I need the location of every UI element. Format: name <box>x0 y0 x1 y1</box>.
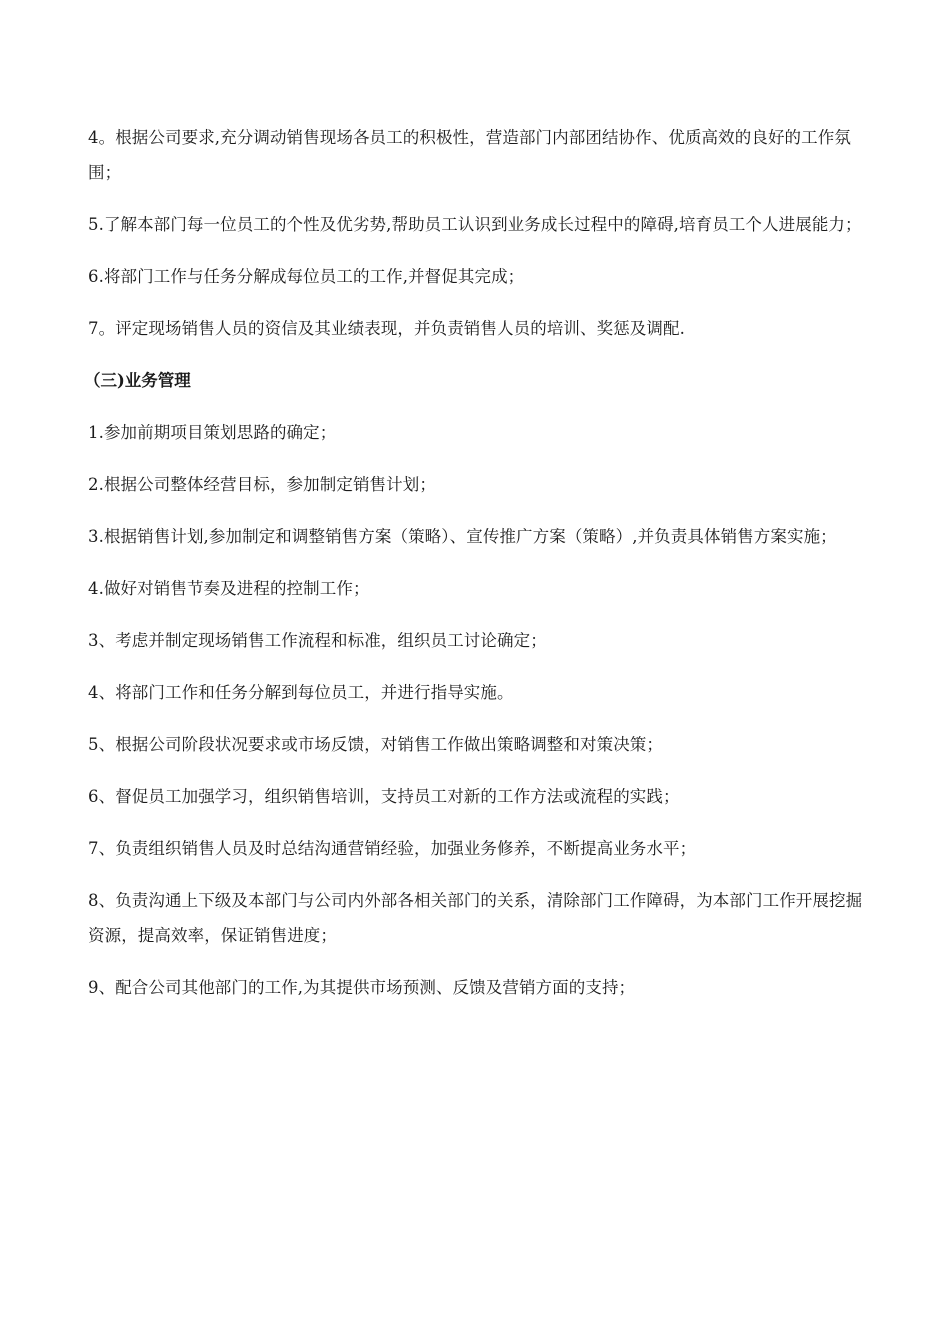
paragraph-item-5: 5.了解本部门每一位员工的个性及优劣势,帮助员工认识到业务成长过程中的障碍,培育员工个人进展能力； <box>88 215 862 234</box>
business-item-4: 4.做好对销售节奏及进程的控制工作； <box>88 579 370 598</box>
paragraph-item-6: 6.将部门工作与任务分解成每位员工的工作,并督促其完成； <box>88 267 525 286</box>
document-body <box>84 120 868 1022</box>
business-item-3: 3.根据销售计划,参加制定和调整销售方案（策略）、宣传推广方案（策略）,并负责具体销售方案实施； <box>88 527 837 546</box>
business-item-8: 8、负责沟通上下级及本部门与公司内外部各相关部门的关系，清除部门工作障碍，为本部门工作开展挖掘资源，提高效率，保证销售进度； <box>88 891 863 945</box>
business-item-9: 9、配合公司其他部门的工作,为其提供市场预测、反馈及营销方面的支持； <box>88 978 636 997</box>
section-heading: （三)业务管理 <box>84 371 191 390</box>
business-item-3b: 3、考虑并制定现场销售工作流程和标准，组织员工讨论确定； <box>88 631 547 650</box>
business-item-1: 1.参加前期项目策划思路的确定； <box>88 423 337 442</box>
business-item-4b: 4、将部门工作和任务分解到每位员工，并进行指导实施。 <box>88 683 514 702</box>
business-item-7: 7、负责组织销售人员及时总结沟通营销经验，加强业务修养，不断提高业务水平； <box>88 839 697 858</box>
paragraph-item-4: 4。根据公司要求,充分调动销售现场各员工的积极性，营造部门内部团结协作、优质高效的良好的工作氛围； <box>88 128 851 182</box>
business-item-2: 2.根据公司整体经营目标，参加制定销售计划； <box>88 475 436 494</box>
business-item-6: 6、督促员工加强学习，组织销售培训，支持员工对新的工作方法或流程的实践； <box>88 787 680 806</box>
paragraph-item-7: 7。评定现场销售人员的资信及其业绩表现，并负责销售人员的培训、奖惩及调配. <box>88 319 685 338</box>
business-item-5: 5、根据公司阶段状况要求或市场反馈，对销售工作做出策略调整和对策决策； <box>88 735 663 754</box>
